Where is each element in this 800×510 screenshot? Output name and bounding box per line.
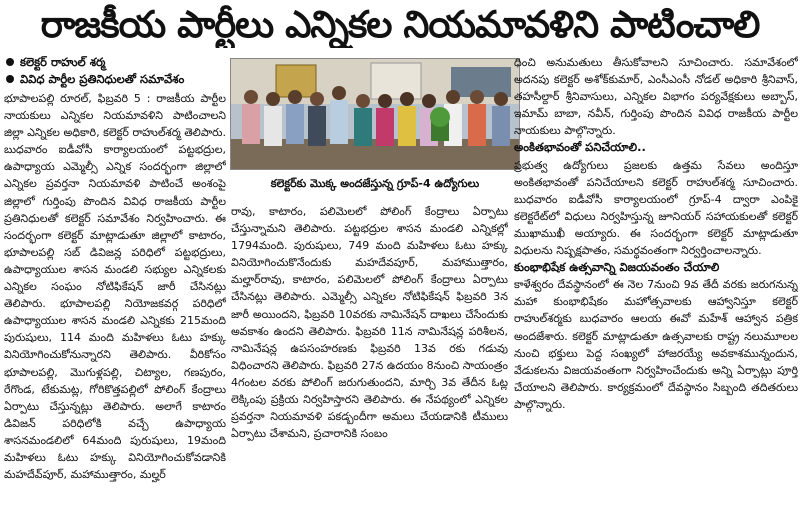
highlight-item	[4, 71, 224, 88]
column-3-text-a: ధించి అనుమతులు తీసుకోవాలని సూచించారు. సమావేశంలో అదనపు కలెక్టర్ అశోక్‌కుమార్, ఎంసీఎంసీ నోడల్ అధికారి శ్రీనివాస్, తహసీల్దార్ శ్రీనివాసులు, ఎన్నికల విభాగం పర్యవేక్షకులు అబ్బాస్, ఇమామ్ బాబా, నవీన్, గుర్తింపు పొందిన వివిధ రాజకీయ పార్టీల నాయకులు పాల్గొన్నారు.	[514, 56, 798, 138]
highlight-item	[4, 54, 224, 71]
bullet-icon	[6, 75, 14, 83]
column-3-text-c: కాళేశ్వరం దేవస్థానంలో ఈ నెల 7నుంచి 9వ తేదీ వరకు జరుగనున్న మహా కుంభాభిషేకం మహోత్సవాలకు ఆహ్వానిస్తూ కలెక్టర్ రాహుల్‌శర్మకు బుధవారం ఆలయ ఈవో మహేశ్ ఆహ్వాన పత్రిక అందజేశారు. కలెక్టర్ మాట్లాడుతూ ఉత్సవాలకు రాష్ట్ర నలుమూలల నుంచి భక్తులు పెద్ద సంఖ్యలో హాజరయ్యే అవకాశమున్నందున, వేడుకలను విజయవంతంగా నిర్వహించేందుకు అన్ని ఏర్పాట్లు పూర్తి చేయాలని తెలిపారు. కార్యక్రమంలో దేవస్థానం సిబ్బంది తదితరులు పాల్గొన్నారు.	[514, 278, 798, 411]
highlight-text: కలెక్టర్ రాహుల్ శర్మ	[20, 55, 106, 69]
subheading-dedication: అంకితభావంతో పనిచేయాలి..	[514, 140, 646, 155]
highlight-text: వివిధ పార్టీల ప్రతినిధులతో సమావేశం	[20, 72, 185, 86]
photo-caption: కలెక్టర్‌కు మొక్క అందజేస్తున్న గ్రూప్‌-4 ఉద్యోగులు	[230, 171, 520, 197]
news-photo	[230, 58, 520, 170]
headline: రాజకీయ పార్టీలు ఎన్నికల నియమావళిని పాటించాలి	[40, 3, 760, 46]
group-photo-illustration	[231, 59, 520, 170]
column-3-text-b: ప్రభుత్వ ఉద్యోగులు ప్రజలకు ఉత్తమ సేవలు అందిస్తూ అంకితభావంతో పనిచేయాలని కలెక్టర్ రాహుల్‌శర్మ సూచించారు. బుధవారం ఐడీవోసీ కార్యాలయంలో గ్రూప్‌-4 ద్వారా ఎంపికై కలెక్టరేట్‌లో విధులు నిర్వహిస్తున్న జూనియర్ సహాయకులతో కలెక్టర్ ముఖాముఖీ అయ్యారు. ఈ సందర్భంగా కలెక్టర్ మాట్లాడుతూ విధులను నిష్పక్షపాతం, సమర్థవంతంగా నిర్వర్తించాలన్నారు.	[514, 158, 798, 258]
article-column-1	[4, 90, 226, 508]
highlight-list	[4, 54, 224, 88]
bullet-icon	[6, 58, 14, 66]
subheading-kumbhabhishekam: కుంభాభిషేక ఉత్సవాన్ని విజయవంతం చేయాలి	[514, 260, 720, 275]
article-column-3	[514, 54, 798, 508]
column-1-text: భూపాలపల్లి రూరల్, ఫిబ్రవరి 5 : రాజకీయ పార్టీల నాయకులు ఎన్నికల నియమావళిని పాటించాలని జిల్లా ఎన్నికల అధికారి, కలెక్టర్ రాహుల్‌శర్మ తెలిపారు. బుధవారం ఐడీవోసీ కార్యాలయంలో పట్టభద్రుల, ఉపాధ్యాయ ఎమ్మెల్సీ ఎన్నిక సందర్భంగా జిల్లాలో ఎన్నికల ప్రవర్తనా నియమావళి పాటించే అంశంపై జిల్లాలో గుర్తింపు పొందిన వివిధ రాజకీయ పార్టీల ప్రతినిధులతో కలెక్టర్ సమావేశం నిర్వహించారు. ఈ సందర్భంగా కలెక్టర్ మాట్లాడుతూ జిల్లాలో కాటారం, భూపాలపల్లి సబ్‌ డివిజన్ల పరిధిలో పట్టభద్రులు, ఉపాధ్యాయుల శాసన మండలి సభ్యుల ఎన్నికలకు ఎన్నికల సంఘం నోటిఫికేషన్ జారీ చేసినట్లు తెలిపారు. భూపాలపల్లి నియోజకవర్గ పరిధిలో ఉపాధ్యాయుల శాసన మండలి ఎన్నికకు 215మంది పురుషులు, 114 మంది మహిళలు ఓటు హక్కు వినియోగించుకోనున్నారని తెలిపారు. వీరికోసం భూపాలపల్లి, మొగుళ్లపల్లి, చిట్యాల, గణపురం, రేగొండ, టేకుమట్ల, గోరికొత్తపల్లిలో పోలింగ్ కేంద్రాలు ఏర్పాటు చేస్తున్నట్లు తెలిపారు. అలాగే కాటారం డివిజన్ పరిధిలోకి వచ్చే ఉపాధ్యాయ శాసనమండలిలో 64మంది పురుషులు, 19మంది మహిళలు ఓటు హక్కు వినియోగించుకోవడానికి మహదేవ్‌పూర్, మహాముత్తారం, మల్హర్	[4, 92, 226, 482]
column-2-text: రావు, కాటారం, పలిమెలలో పోలింగ్ కేంద్రాలు ఏర్పాటు చేస్తున్నామని తెలిపారు. పట్టభద్రుల శాసన మండలి ఎన్నికల్లో 1794మంది. పురుషులు, 749 మంది మహిళలు ఓటు హక్కు వినియోగించుకొనేందుకు మహదేవపూర్, మహాముత్తారం, మల్హార్‌రావు, కాటారం, పలిమెలలో పోలింగ్ కేంద్రాలు ఏర్పాటు చేసినట్లు తెలిపారు. ఎమ్మెల్సీ ఎన్నికల నోటిఫికేషన్ ఫిబ్రవరి 3న జారీ అయిందని, ఫిబ్రవరి 10వరకు నామినేషన్ దాఖలు చేసేందుకు అవకాశం ఉందని తెలిపారు. ఫిబ్రవరి 11న నామినేషన్ల పరిశీలన, నామినేషన్ల ఉపసంహరణకు ఫిబ్రవరి 13వ రకు గడువు విధించారని తెలిపారు. ఫిబ్రవరి 27న ఉదయం 8నుంచి సాయంత్రం 4గంటల వరకు పోలింగ్ జరుగుతుందని, మార్చి 3వ తేదీన ఓట్ల లెక్కింపు ప్రక్రియ నిర్వహిస్తారని తెలిపారు. ఈ నేపథ్యంలో ఎన్నికల ప్రవర్తనా నియమావళి పకడ్బందీగా అమలు చేయడానికి టీములు ఏర్పాటు చేశామని, ప్రచారానికి సంబం	[231, 205, 508, 441]
article-column-2	[231, 203, 508, 508]
